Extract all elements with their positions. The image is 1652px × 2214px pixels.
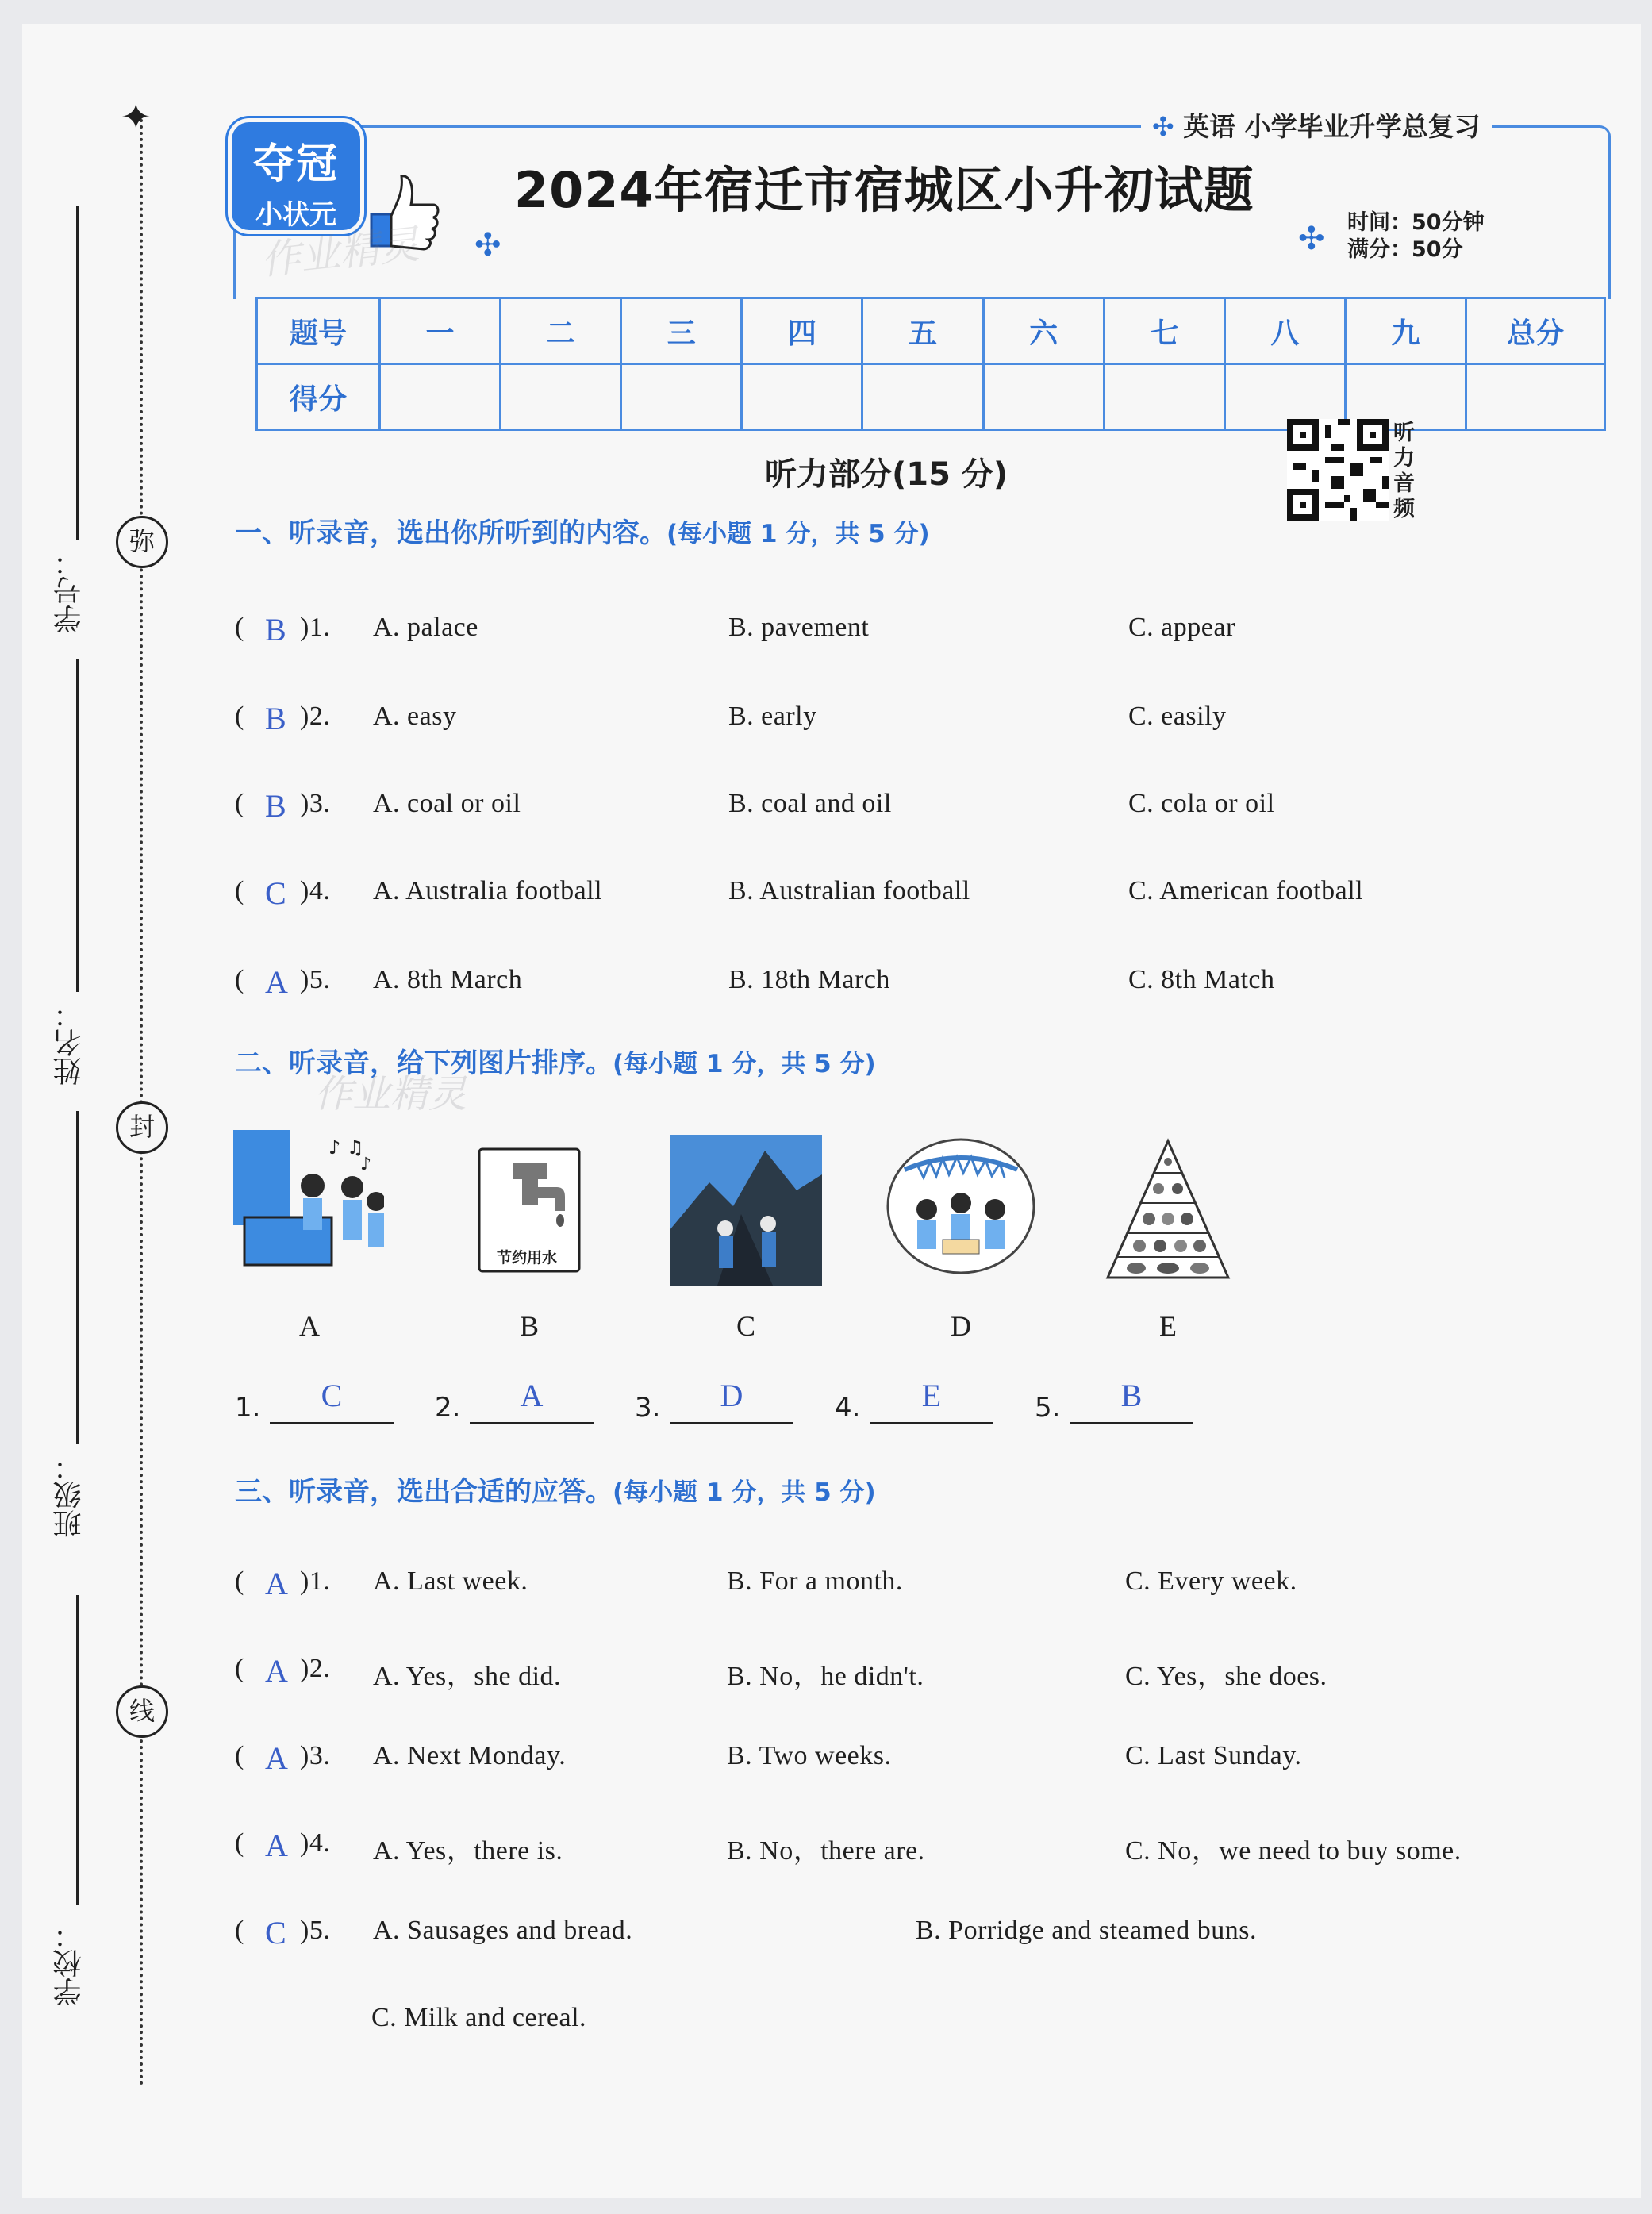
- time-limit: 时间：50分钟: [1347, 210, 1485, 235]
- answer-choice[interactable]: A: [265, 1740, 288, 1776]
- blank-number: 4.: [835, 1392, 861, 1424]
- paren-open: (: [235, 701, 244, 731]
- section-2-title: 二、听录音，给下列图片排序。(每小题 1 分，共 5 分): [235, 1047, 876, 1079]
- paren-open: (: [235, 1741, 244, 1770]
- answer-blank[interactable]: [870, 1376, 993, 1424]
- picture-c-mountain-scene: [670, 1135, 822, 1289]
- answer-choice[interactable]: A: [265, 1653, 288, 1689]
- blank-number: 1.: [235, 1392, 261, 1424]
- option-a: A. easy: [373, 701, 457, 731]
- score-cell: 七: [1104, 298, 1224, 364]
- score-cell: 二: [501, 298, 621, 364]
- listening-heading: 听力部分(15 分): [765, 456, 1008, 493]
- name-label: 姓名：: [53, 1000, 86, 1086]
- section-3-title: 三、听录音，选出合适的应答。(每小题 1 分，共 5 分): [235, 1476, 876, 1508]
- star-ornament: ✦: [121, 95, 152, 138]
- option-b: B. pavement: [728, 613, 870, 642]
- blank-answer: C: [321, 1378, 343, 1413]
- option-a: A. 8th March: [373, 965, 523, 994]
- sparkle-icon: ✣: [1152, 111, 1174, 142]
- score-cell: 得分: [257, 364, 380, 430]
- seal-xian: 线: [116, 1685, 168, 1738]
- score-table: [255, 297, 1606, 431]
- question-number: )3.: [300, 1741, 331, 1770]
- option-c: C. American football: [1128, 876, 1364, 905]
- svg-text:♪: ♪: [360, 1155, 372, 1174]
- score-input-cell[interactable]: [380, 364, 501, 430]
- subject-tag: ✣ 英语 小学毕业升学总复习: [1141, 106, 1492, 144]
- paren-open: (: [235, 1916, 244, 1945]
- score-cell: 八: [1224, 298, 1345, 364]
- score-input-cell[interactable]: [501, 364, 621, 430]
- question-number: )3.: [300, 789, 331, 818]
- score-input-cell[interactable]: [862, 364, 983, 430]
- option-c: C. Every week.: [1125, 1566, 1297, 1596]
- picture-d-party: [886, 1138, 1036, 1278]
- option-b: B. early: [728, 701, 817, 731]
- sparkle-icon: ✣: [474, 227, 501, 263]
- student-id-line: [76, 206, 79, 540]
- blank-answer: E: [921, 1378, 942, 1413]
- answer-blank[interactable]: [1070, 1376, 1193, 1424]
- option-c: C. No，we need to buy some.: [1125, 1836, 1462, 1866]
- score-input-cell[interactable]: [1104, 364, 1224, 430]
- answer-choice[interactable]: A: [265, 1828, 288, 1863]
- option-b: B. For a month.: [727, 1566, 903, 1596]
- answer-blank[interactable]: [670, 1376, 793, 1424]
- score-input-cell[interactable]: [621, 364, 742, 430]
- student-id-label: 学号：: [53, 548, 86, 633]
- paren-open: (: [235, 613, 244, 642]
- option-c: C. Yes，she does.: [1125, 1662, 1327, 1691]
- option-c: C. appear: [1128, 613, 1235, 642]
- logo: [232, 122, 360, 230]
- option-a: A. Yes，there is.: [373, 1836, 563, 1866]
- option-a: A. Yes，she did.: [373, 1662, 562, 1691]
- picture-e-food-pyramid: [1105, 1138, 1231, 1284]
- sparkle-icon: ✣: [1298, 221, 1325, 257]
- score-cell: 题号: [257, 298, 380, 364]
- option-c: C. Last Sunday.: [1125, 1741, 1302, 1770]
- option-b: B. No，there are.: [727, 1836, 925, 1866]
- answer-choice[interactable]: A: [265, 1566, 288, 1601]
- option-a: A. palace: [373, 613, 478, 642]
- score-table-header-row: [257, 298, 1605, 364]
- tap-sign-text: 节约用水: [497, 1249, 558, 1267]
- exam-title: 2024年宿迁市宿城区小升初试题: [514, 161, 1254, 219]
- svg-text:♪ ♫: ♪ ♫: [328, 1136, 364, 1159]
- score-cell: 九: [1345, 298, 1466, 364]
- score-cell: 四: [742, 298, 862, 364]
- option-c: C. easily: [1128, 701, 1227, 731]
- watermark: 作业精灵: [314, 1072, 467, 1117]
- option-b: B. Australian football: [728, 876, 970, 905]
- seal-feng: 封: [116, 1101, 168, 1154]
- option-b: B. 18th March: [728, 965, 890, 994]
- answer-choice[interactable]: B: [265, 788, 286, 824]
- answer-choice[interactable]: B: [265, 612, 286, 648]
- paren-open: (: [235, 1566, 244, 1596]
- question-number: )2.: [300, 701, 331, 731]
- qr-label: 听力音频: [1393, 421, 1415, 521]
- watermark: 作业精灵: [258, 221, 421, 284]
- qr-code-icon[interactable]: [1287, 419, 1389, 521]
- answer-choice[interactable]: C: [265, 875, 286, 911]
- paren-open: (: [235, 789, 244, 818]
- option-a: A. Sausages and bread.: [373, 1916, 633, 1945]
- paren-open: (: [235, 965, 244, 994]
- picture-label: A: [299, 1310, 320, 1342]
- option-c: C. 8th Match: [1128, 965, 1275, 994]
- class-label: 班级：: [53, 1452, 86, 1538]
- option-a: A. Last week.: [373, 1566, 528, 1596]
- question-number: )4.: [300, 876, 331, 905]
- score-cell: 五: [862, 298, 983, 364]
- option-b: B. coal and oil: [728, 789, 892, 818]
- blank-answer: B: [1120, 1378, 1143, 1413]
- option-c: C. cola or oil: [1128, 789, 1275, 818]
- answer-blank[interactable]: [470, 1376, 594, 1424]
- name-line: [76, 659, 79, 992]
- picture-label: B: [519, 1310, 539, 1342]
- option-a: A. coal or oil: [373, 789, 521, 818]
- question-number: )1.: [300, 1566, 331, 1596]
- question-number: )4.: [300, 1828, 331, 1858]
- logo-top-text: 夺冠: [252, 140, 339, 188]
- blank-number: 2.: [435, 1392, 461, 1424]
- blank-number: 3.: [635, 1392, 661, 1424]
- logo-bottom-text: 小状元: [255, 199, 336, 231]
- picture-label: C: [736, 1310, 755, 1342]
- school-label: 学校：: [53, 1920, 86, 2006]
- score-cell: 总分: [1466, 298, 1605, 364]
- option-b: B. Two weeks.: [727, 1741, 892, 1770]
- paren-open: (: [235, 876, 244, 905]
- score-input-cell[interactable]: [983, 364, 1104, 430]
- answer-blank[interactable]: [270, 1376, 394, 1424]
- question-number: )5.: [300, 1916, 331, 1945]
- answer-choice[interactable]: A: [265, 964, 288, 1000]
- score-cell: 六: [983, 298, 1104, 364]
- score-input-cell[interactable]: [1466, 364, 1605, 430]
- option-a: A. Australia football: [373, 876, 603, 905]
- blank-number: 5.: [1035, 1392, 1061, 1424]
- answer-choice[interactable]: C: [265, 1915, 286, 1951]
- score-cell: 三: [621, 298, 742, 364]
- answer-choice[interactable]: B: [265, 701, 286, 736]
- score-cell: 一: [380, 298, 501, 364]
- picture-label: D: [951, 1310, 971, 1342]
- school-line: [76, 1595, 79, 1905]
- option-c: C. Milk and cereal.: [371, 2003, 587, 2032]
- score-input-cell[interactable]: [742, 364, 862, 430]
- option-a: A. Next Monday.: [373, 1741, 567, 1770]
- seal-mi: 弥: [116, 516, 168, 568]
- section-1-title: 一、听录音，选出你所听到的内容。(每小题 1 分，共 5 分): [235, 517, 930, 549]
- blank-answer: A: [520, 1378, 544, 1413]
- exam-page: [22, 24, 1641, 2198]
- question-number: )5.: [300, 965, 331, 994]
- question-number: )2.: [300, 1654, 331, 1683]
- paren-open: (: [235, 1828, 244, 1858]
- picture-label: E: [1159, 1310, 1177, 1342]
- paren-open: (: [235, 1654, 244, 1683]
- class-line: [76, 1111, 79, 1444]
- full-score: 满分：50分: [1347, 237, 1463, 262]
- blank-answer: D: [720, 1378, 743, 1413]
- picture-a-music-class: [233, 1130, 384, 1284]
- option-b: B. No，he didn't.: [727, 1662, 924, 1691]
- option-b: B. Porridge and steamed buns.: [916, 1916, 1257, 1945]
- question-number: )1.: [300, 613, 331, 642]
